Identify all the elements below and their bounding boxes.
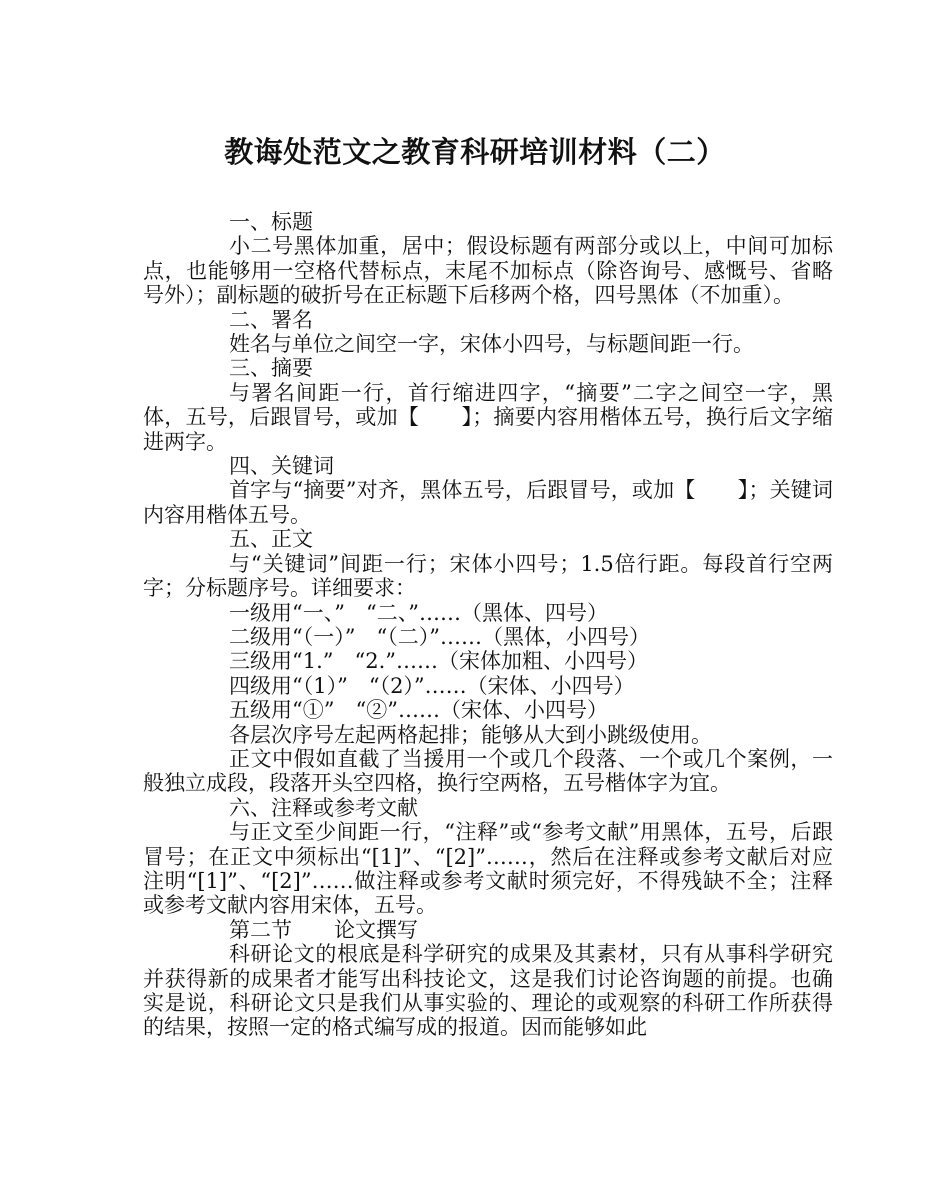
paragraph: 正文中假如直截了当援用一个或几个段落、一个或几个案例，一般独立成段，段落开头空四格，换行空两格，五号楷体字为宜。 bbox=[143, 746, 833, 796]
paragraph: 与“关键词”间距一行；宋体小四号；1.5倍行距。每段首行空两字；分标题序号。详细要求： bbox=[143, 551, 833, 601]
list-item: 一级用“一、” “二、”……（黑体、四号） bbox=[229, 600, 608, 625]
list-item: 五级用“①” “②”……（宋体、小四号） bbox=[229, 698, 608, 723]
paragraph: 与正文至少间距一行，“注释”或“参考文献”用黑体，五号，后跟冒号；在正文中须标出“[1]”、“[2]”……，然后在注释或参考文献后对应注明“[1]”、“[2]”……做注释或参考文献时须完好，不得残缺不全；注释或参考文献内容用宋体，五号。 bbox=[143, 820, 833, 918]
page-title: 教诲处范文之教育科研培训材料（二） bbox=[224, 135, 726, 169]
paragraph: 与署名间距一行，首行缩进四字，“摘要”二字之间空一字，黑体，五号，后跟冒号，或加【 】；摘要内容用楷体五号，换行后文字缩进两字。 bbox=[143, 380, 833, 454]
list-item: 二级用“（一）” “（二）”……（黑体，小四号） bbox=[229, 624, 650, 649]
list-item: 四级用“（1）” “（2）”……（宋体、小四号） bbox=[229, 673, 635, 698]
section-heading: 五、正文 bbox=[229, 527, 313, 552]
document-body bbox=[143, 210, 833, 1040]
section-heading: 四、关键词 bbox=[229, 454, 334, 479]
section-heading: 六、注释或参考文献 bbox=[229, 795, 418, 820]
paragraph: 首字与“摘要”对齐，黑体五号，后跟冒号，或加【 】；关键词内容用楷体五号。 bbox=[143, 478, 833, 527]
paragraph: 科研论文的根底是科学研究的成果及其素材，只有从事科学研究并获得新的成果者才能写出科技论文，这是我们讨论咨询题的前提。也确实是说，科研论文只是我们从事实验的、理论的或观察的科研工作所获得的结果，按照一定的格式编写成的报道。因而能够如此 bbox=[143, 942, 833, 1040]
paragraph: 小二号黑体加重，居中；假设标题有两部分或以上，中间可加标点，也能够用一空格代替标点，末尾不加标点（除咨询号、感慨号、省略号外）；副标题的破折号在正标题下后移两个格，四号黑体（不加重）。 bbox=[143, 234, 833, 308]
paragraph: 各层次序号左起两格起排；能够从大到小跳级使用。 bbox=[229, 722, 712, 747]
paragraph: 姓名与单位之间空一字，宋体小四号，与标题间距一行。 bbox=[229, 332, 754, 357]
list-item: 三级用“1.” “2.”……（宋体加粗、小四号） bbox=[229, 649, 649, 674]
section-heading: 一、标题 bbox=[229, 210, 313, 234]
section-heading: 二、署名 bbox=[229, 307, 313, 332]
section-heading: 第二节 论文撰写 bbox=[229, 917, 418, 942]
section-heading: 三、摘要 bbox=[229, 356, 313, 381]
